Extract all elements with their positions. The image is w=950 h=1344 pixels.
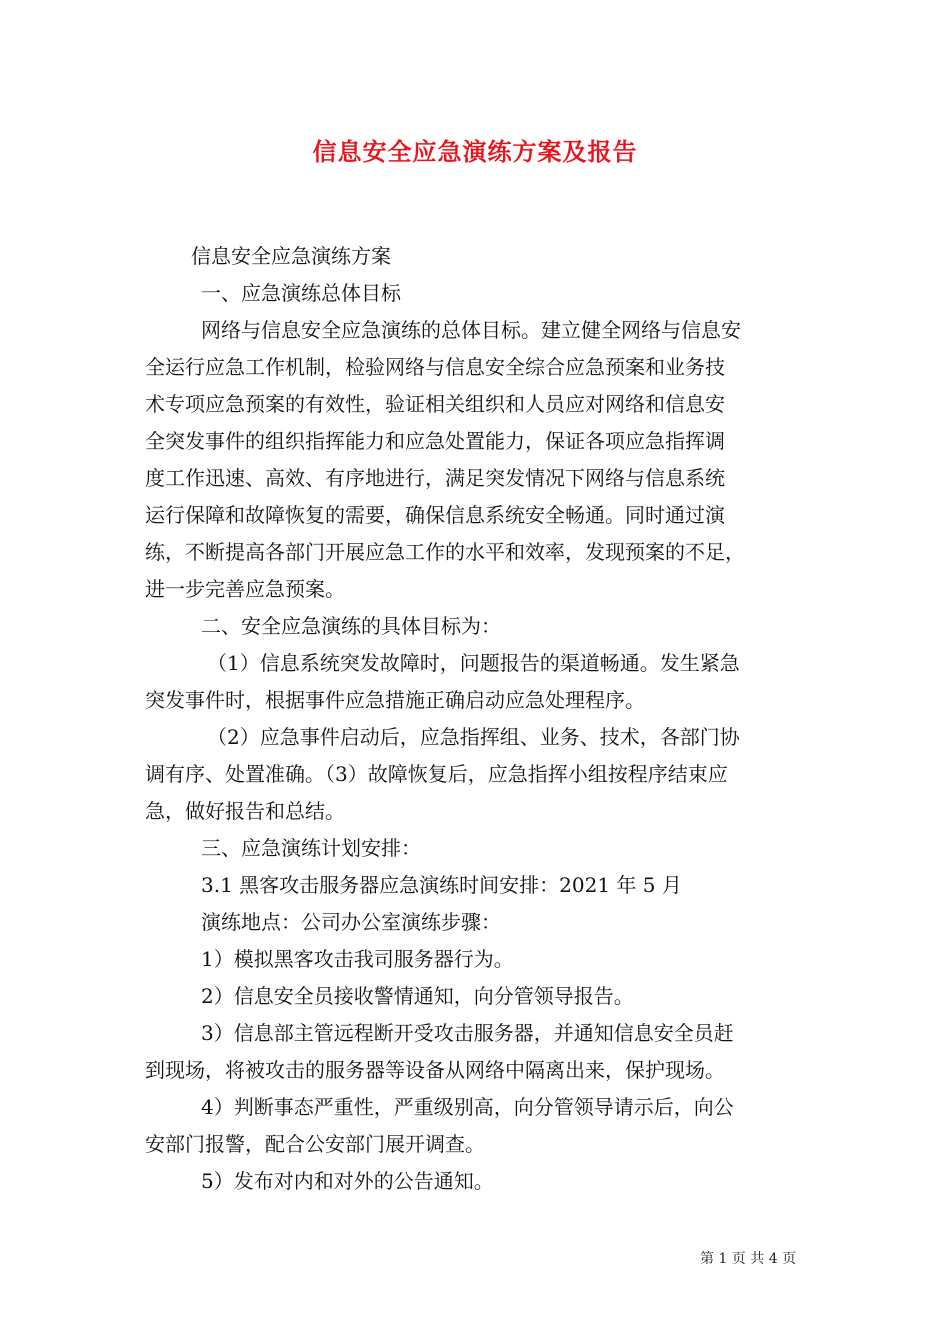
step-item: 2）信息安全员接收警情通知，向分管领导报告。 — [201, 984, 634, 1008]
paragraph-line: 运行保障和故障恢复的需要，确保信息系统安全畅通。同时通过演 — [145, 503, 725, 527]
step-item: 3）信息部主管远程断开受攻击服务器，并通知信息安全员赶 — [201, 1021, 734, 1045]
paragraph-line: 练，不断提高各部门开展应急工作的水平和效率，发现预案的不足， — [145, 540, 745, 564]
paragraph-line: （1）信息系统突发故障时，问题报告的渠道畅通。发生紧急 — [207, 651, 740, 675]
heading-section-2: 二、安全应急演练的具体目标为： — [201, 614, 501, 638]
paragraph-line: 调有序、处置准确。（3）故障恢复后，应急指挥小组按程序结束应 — [145, 762, 728, 786]
paragraph-line: 进一步完善应急预案。 — [145, 577, 345, 601]
page-number: 第 1 页 共 4 页 — [700, 1251, 797, 1267]
paragraph-line: 突发事件时，根据事件应急措施正确启动应急处理程序。 — [145, 688, 645, 712]
paragraph-line: （2）应急事件启动后，应急指挥组、业务、技术，各部门协 — [207, 725, 740, 749]
paragraph-line: 全突发事件的组织指挥能力和应急处置能力，保证各项应急指挥调 — [145, 429, 725, 453]
paragraph-line: 度工作迅速、高效、有序地进行，满足突发情况下网络与信息系统 — [145, 466, 725, 490]
paragraph-line: 到现场，将被攻击的服务器等设备从网络中隔离出来，保护现场。 — [145, 1058, 725, 1082]
document-title: 信息安全应急演练方案及报告 — [312, 138, 638, 166]
paragraph-line: 急，做好报告和总结。 — [145, 799, 345, 823]
paragraph-line: 演练地点：公司办公室演练步骤： — [201, 910, 501, 934]
step-item: 5）发布对内和对外的公告通知。 — [201, 1169, 494, 1193]
paragraph-line: 网络与信息安全应急演练的总体目标。建立健全网络与信息安 — [201, 318, 741, 342]
heading-plan: 信息安全应急演练方案 — [191, 244, 391, 268]
paragraph-line: 全运行应急工作机制，检验网络与信息安全综合应急预案和业务技 — [145, 355, 725, 379]
step-item: 1）模拟黑客攻击我司服务器行为。 — [201, 947, 514, 971]
paragraph-line: 安部门报警，配合公安部门展开调查。 — [145, 1132, 485, 1156]
step-item: 4）判断事态严重性，严重级别高，向分管领导请示后，向公 — [201, 1095, 734, 1119]
heading-section-1: 一、应急演练总体目标 — [201, 281, 401, 305]
document-body — [145, 238, 810, 1200]
paragraph-line: 3.1 黑客攻击服务器应急演练时间安排：2021 年 5 月 — [201, 873, 682, 897]
heading-section-3: 三、应急演练计划安排： — [201, 836, 421, 860]
paragraph-line: 术专项应急预案的有效性，验证相关组织和人员应对网络和信息安 — [145, 392, 725, 416]
